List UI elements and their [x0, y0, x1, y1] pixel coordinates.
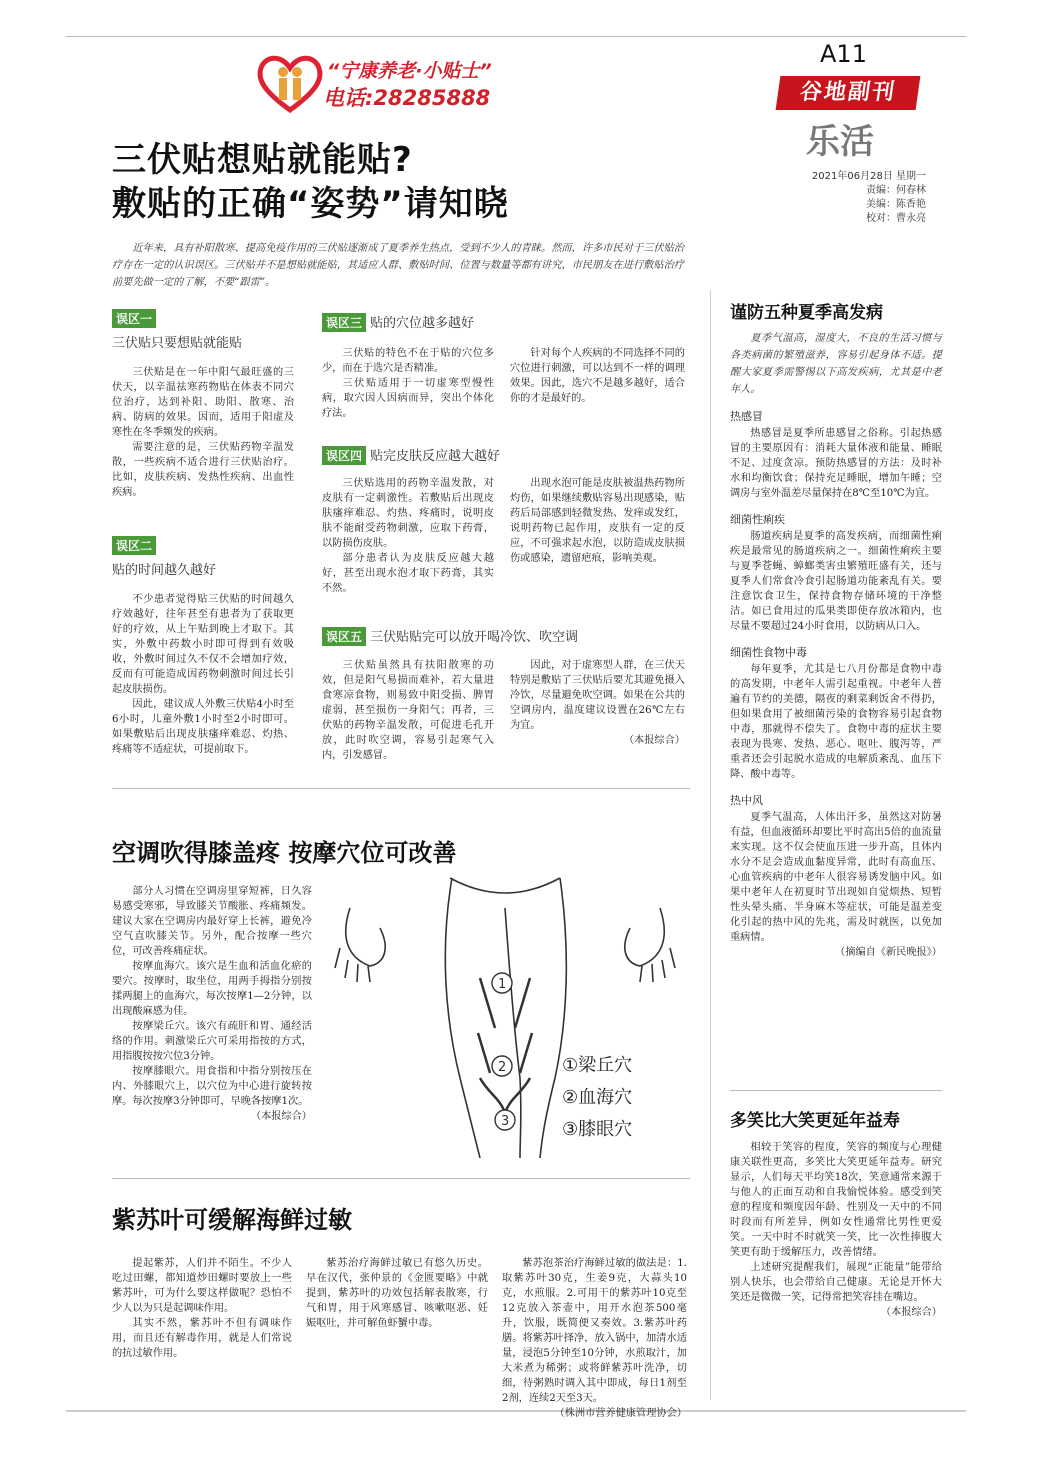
sidebar1-s3-text: 每年夏季，尤其是七八月份都是食物中毒的高发期，中老年人需引起重视。中老年人普遍有节约的美德，隔夜的剩菜剩饭舍不得扔，但如果食用了被细菌污染的食物容易引起食物中毒，那就得不偿失了。食物中毒的症状主要表现为畏寒、发热、恶心、呕吐、腹泻等，严重者还会引起脱水造成的电解质紊乱、血压下降、酸中毒等。	[730, 664, 942, 780]
myth2-p2: 因此，建议成人外敷三伏贴4小时至6小时，儿童外敷1小时至2小时即可。如果敷贴后出现皮肤瘙痒难忍、灼热、疼痛等不适症状，可提前取下。	[112, 699, 294, 755]
knee-title: 空调吹得膝盖疼 按摩穴位可改善	[112, 839, 457, 867]
sidebar1-body	[730, 330, 942, 960]
sidebar2-p1: 相较于笑容的程度，笑容的频度与心理健康关联性更高，多笑比大笑更延年益寿。研究显示，人们每天平均笑18次，笑意通常来源于与他人的正面互动和自我愉悦体验。感受到笑意的程度和频度因年龄、性别及一天中的不同时段而有所差异，例如女性通常比男性更爱笑。一天中时不时就笑一笑，比一次性捧腹大笑更有助于缓解压力，改善情绪。	[730, 1142, 942, 1258]
legend-liangqiu: ①梁丘穴	[562, 1055, 633, 1076]
knee-source: （本报综合）	[250, 1111, 312, 1122]
myth3-title: 贴的穴位越多越好	[370, 316, 475, 331]
sidebar1-s3-title: 细菌性食物中毒	[730, 646, 807, 659]
heart-logo-icon	[255, 52, 325, 114]
main-source: （本报综合）	[623, 735, 685, 746]
myth3-block	[322, 312, 687, 332]
sidebar2-body	[730, 1140, 942, 1320]
myth3-col-b	[510, 346, 685, 406]
sidebar1-s2-text: 肠道疾病是夏季的高发疾病，而细菌性痢疾是最常见的肠道疾病之一。细菌性痢疾主要与夏季苍蝇、蟑螂类害虫繁殖旺盛有关，还与夏季人们常食冷食引起肠道功能紊乱有关。要注意饮食卫生，保持食物存储环境的干净整洁。如已食用过的瓜果类即使存放冰箱内，也尽量不要超过24小时食用，以防病从口入。	[730, 531, 942, 632]
myth4-p1: 三伏贴选用的药物辛温发散，对皮肤有一定刺激性。若敷贴后出现皮肤瘙痒难忍、灼热、疼痛时，说明皮肤不能耐受药物刺激，应取下药膏，以防损伤皮肤。	[322, 478, 494, 549]
knee-body	[112, 884, 312, 1124]
sidebar1-lead: 夏季气温高，湿度大，不良的生活习惯与各类病菌的繁殖滋养，容易引起身体不适。提醒大家夏季需警惕以下高发疾病，尤其是中老年人。	[730, 333, 942, 395]
myth4-p2: 部分患者认为皮肤反应越大越好，甚至出现水泡才取下药膏，其实不然。	[322, 553, 494, 594]
myth1-title: 三伏贴只要想贴就能贴	[112, 336, 243, 351]
top-rule	[66, 36, 966, 37]
page-number: A11	[820, 40, 867, 68]
perilla-title: 紫苏叶可缓解海鲜过敏	[112, 1206, 352, 1234]
main-title-line2: 敷贴的正确“姿势”请知晓	[112, 184, 509, 224]
sidebar1-s2-title: 细菌性痢疾	[730, 513, 785, 526]
knee-p1: 部分人习惯在空调房里穿短裤，日久容易感受寒邪，导致膝关节酸胀、疼痛频发。建议大家在空调房内最好穿上长裤，避免冷空气直吹膝关节。另外，配合按摩一些穴位，可改善疼痛症状。	[112, 886, 312, 957]
figure-num-2: 2	[498, 1060, 507, 1075]
section-brand: 谷地副刊	[776, 76, 921, 110]
myth4-block	[322, 445, 687, 465]
editor-credit: 责编：何春林	[866, 185, 926, 196]
sidebar-rule	[730, 1090, 942, 1091]
sidebar1-s1-text: 热感冒是夏季所患感冒之俗称。引起热感冒的主要原因有：消耗大量体液和能量、睡眠不足、过度贪凉。预防热感冒的方法：及时补水和均衡饮食；保持充足睡眠，增加午睡；空调房与室外温差尽量保持在8℃至10℃为宜。	[730, 428, 942, 499]
issue-date: 2021年06月28日 星期一	[811, 171, 926, 182]
myth4-title: 贴完皮肤反应越大越好	[370, 449, 501, 464]
sidebar2-title: 多笑比大笑更延年益寿	[730, 1111, 900, 1131]
myth1-p2: 需要注意的是，三伏贴药物辛温发散，一些疾病不适合进行三伏贴治疗。比如，皮肤疾病、发热性疾病、出血性疾病。	[112, 442, 294, 498]
myth1-block	[112, 308, 294, 500]
sidebar2-source: （本报综合）	[880, 1307, 942, 1318]
sidebar2-p2: 上述研究提醒我们，展现“正能量”能带给别人快乐，也会带给自己健康。无论是开怀大笑还是微微一笑，记得常把笑容挂在嘴边。	[730, 1262, 942, 1303]
myth5-block	[322, 626, 687, 646]
perilla-p1: 提起紫苏，人们并不陌生。不少人吃过田螺，都知道炒田螺时要放上一些紫苏叶，可为什么要这样做呢？恐怕不少人以为只是起调味作用。	[112, 1258, 292, 1314]
myth2-title: 贴的时间越久越好	[112, 563, 217, 578]
knee-p2: 按摩血海穴。该穴是生血和活血化瘀的要穴。按摩时，取坐位，用两手拇指分别按揉两腿上的血海穴，每次按摩1—2分钟，以出现酸麻感为佳。	[112, 961, 312, 1017]
designer-credit: 美编：陈香艳	[866, 199, 926, 210]
perilla-p2: 其实不然，紫苏叶不但有调味作用，而且还有解毒作用，就是人们常说的抗过敏作用。	[112, 1318, 292, 1359]
perilla-col-a	[112, 1256, 292, 1361]
legend-xuehai: ②血海穴	[562, 1087, 633, 1108]
section-rule-1	[112, 788, 690, 789]
proofreader-credit: 校对：曹永亮	[866, 213, 926, 224]
sidebar1-title: 谨防五种夏季高发病	[730, 303, 883, 323]
myth4-tag: 误区四	[322, 446, 366, 465]
myth5-col-a	[322, 658, 494, 763]
myth1-tag: 误区一	[112, 309, 156, 328]
myth4-col-b	[510, 476, 685, 566]
myth2-block	[112, 535, 294, 757]
sidebar1-s4-text: 夏季气温高，人体出汗多，虽然这对防暑有益，但血液循环却要比平时高出5倍的血流量来实现。这不仅会使血压进一步升高，且体内水分不足会造成血黏度异常，此时有高血压、心血管疾病的中老年人很容易诱发脑中风。如果中老年人在初夏时节出现如自觉烦热、短暂性头晕头痛、半身麻木等症状，可能是温差变化引起的热中风的先兆，需及时就医，以免加重病情。	[730, 812, 942, 943]
myth3-tag: 误区三	[322, 313, 366, 332]
myth3-p3: 针对每个人疾病的不同选择不同的穴位进行刺激，可以达到不一样的调理效果。因此，选穴不是越多越好，适合你的才是最好的。	[510, 348, 685, 404]
ad-phone: 电话:28285888	[323, 86, 491, 110]
main-lead: 近年来，具有补阳散寒、提高免疫作用的三伏贴逐渐成了夏季养生热点，受到不少人的青睐。然而，许多市民对于三伏贴治疗存在一定的认识误区。三伏贴并不是想贴就能贴，其适应人群、敷贴时间、位置与数量等都有讲究，市民朋友在进行敷贴治疗前要先做一定的了解，不要“跟雷”。	[112, 243, 684, 288]
myth3-col-a	[322, 346, 494, 421]
myth4-p3: 出现水泡可能是皮肤被温热药物所灼伤，如果继续敷贴容易出现感染，贴药后局部感到轻微发热、发痒或发红，说明药物已起作用，皮肤有一定的反应，不可强求起水泡，以防造成皮肤损伤或感染，遗留疤痕，影响美观。	[510, 478, 685, 564]
myth5-p1: 三伏贴虽然具有扶阳散寒的功效，但是阳气易损而难补，若大量进食寒凉食物，则易致中阳受损、脾胃虚弱，甚至损伤一身阳气；再者，三伏贴的药物辛温发散，可促进毛孔开放，此时吹空调，容易引起寒气入内，引发感冒。	[322, 660, 494, 761]
knee-p3: 按摩梁丘穴。该穴有疏肝和胃、通经活络的作用。刺激梁丘穴可采用指按的方式，用指腹按按穴位3分钟。	[112, 1021, 312, 1062]
perilla-source: （株洲市营养健康管理协会）	[554, 1408, 687, 1419]
perilla-p4: 紫苏泡茶治疗海鲜过敏的做法是：1.取紫苏叶30克，生姜9克，大蒜头10克，水煎服。2.可用干的紫苏叶10克至12克放入茶壶中，用开水泡茶500毫升，饮服，既简便又奏效。3.紫苏叶药膳。将紫苏叶择净，放入锅中，加清水适量，浸泡5分钟至10分钟，水煎取汁，加大米煮为稀粥；或将鲜紫苏叶洗净，切细，待粥熟时调入其中即成，每日1剂至2剂，连续2天至3天。	[502, 1258, 687, 1404]
masthead-credits	[786, 170, 926, 226]
sidebar1-s1-title: 热感冒	[730, 410, 763, 423]
figure-num-3: 3	[501, 1114, 510, 1129]
myth2-tag: 误区二	[112, 536, 156, 555]
ad-banner	[255, 52, 545, 117]
section-rule-2	[112, 1178, 690, 1179]
myth5-p2: 因此，对于虚寒型人群，在三伏天特别是敷贴了三伏贴后要尤其避免摄入冷饮，尽量避免吹空调。如果在公共的空调房内，温度建议设置在26℃左右为宜。	[510, 660, 685, 731]
legend-xiyan: ③膝眼穴	[562, 1119, 633, 1140]
perilla-col-b	[306, 1256, 488, 1331]
myth3-p2: 三伏贴适用于一切虚寒型慢性病，取穴因人因病而异，突出个体化疗法。	[322, 378, 494, 419]
figure-num-1: 1	[498, 977, 507, 992]
myth5-col-b	[510, 658, 685, 748]
knee-p4: 按摩膝眼穴。用食指和中指分别按压在内、外膝眼穴上，以穴位为中心进行旋转按摩。每次按摩3分钟即可，早晚各按摩1次。	[112, 1066, 312, 1107]
section-name: 乐活	[806, 122, 874, 162]
column-divider	[710, 290, 711, 1400]
myth3-p1: 三伏贴的特色不在于贴的穴位多少，而在于选穴是否精准。	[322, 348, 494, 374]
sidebar1-s4-title: 热中风	[730, 794, 763, 807]
perilla-col-c	[502, 1256, 687, 1421]
myth1-p1: 三伏贴是在一年中阳气最旺盛的三伏天，以辛温祛寒药物贴在体表不同穴位治疗，达到补阳、助阳、散寒、治病、防病的效果。因而，适用于阳虚及寒性在冬季频发的疾病。	[112, 367, 294, 438]
perilla-p3: 紫苏治疗海鲜过敏已有悠久历史。早在汉代，张仲景的《金匮要略》中就提到，紫苏叶的功效包括解表散寒，行气和胃，用于风寒感冒、咳嗽呕恶、妊娠呕吐，并可解鱼虾蟹中毒。	[306, 1258, 488, 1329]
myth5-tag: 误区五	[322, 627, 366, 646]
ad-title: “宁康养老·小贴士”	[327, 60, 492, 82]
sidebar1-source: （摘编自《新民晚报》）	[835, 947, 942, 958]
myth2-p1: 不少患者觉得贴三伏贴的时间越久疗效越好，往年甚至有患者为了获取更好的疗效，从上午贴到晚上才取下。其实，外敷中药数小时即可得到有效吸收，外敷时间过久不仅不会增加疗效，反而有可能造成因药物刺激时间过长引起皮肤损伤。	[112, 594, 294, 695]
myth5-title: 三伏贴贴完可以放开喝冷饮、吹空调	[370, 630, 579, 645]
knee-figure	[330, 868, 685, 1158]
main-title-line1: 三伏贴想贴就能贴?	[112, 140, 413, 180]
myth4-col-a	[322, 476, 494, 596]
